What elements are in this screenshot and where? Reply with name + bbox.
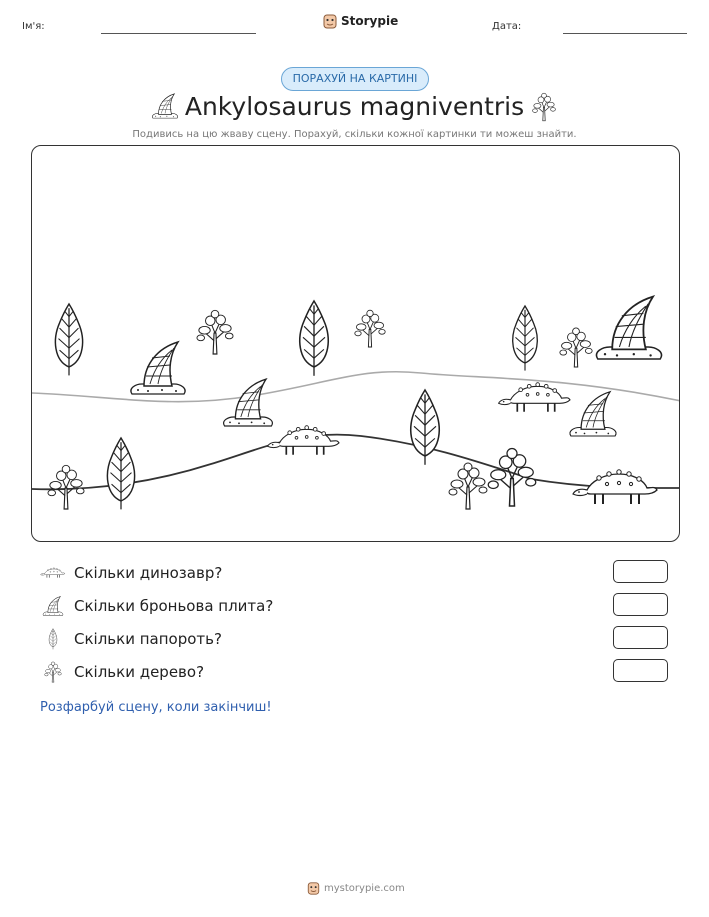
brand-logo bbox=[323, 13, 398, 29]
footer bbox=[307, 881, 405, 895]
question-fern bbox=[40, 626, 222, 652]
scene-illustration bbox=[32, 146, 680, 542]
brand-name: Storypie bbox=[341, 14, 399, 28]
question-armor-plate bbox=[40, 593, 273, 619]
answer-box-fern[interactable] bbox=[613, 626, 668, 649]
coloring-note: Розфарбуй сцену, коли закінчиш! bbox=[40, 700, 272, 715]
name-label: Ім'я: bbox=[22, 21, 45, 32]
date-line[interactable] bbox=[563, 33, 687, 34]
storypie-mascot-icon bbox=[323, 13, 337, 29]
question-text: Скільки динозавр? bbox=[74, 564, 223, 582]
answer-box-armor-plate[interactable] bbox=[613, 593, 668, 616]
question-dinosaur bbox=[40, 560, 222, 586]
count-badge: ПОРАХУЙ НА КАРТИНІ bbox=[281, 67, 429, 91]
dinosaur-icon bbox=[40, 562, 66, 584]
question-text: Скільки папороть? bbox=[74, 630, 222, 648]
question-text: Скільки дерево? bbox=[74, 663, 205, 681]
fern-icon bbox=[40, 628, 66, 650]
question-tree bbox=[40, 659, 204, 685]
date-label: Дата: bbox=[492, 21, 522, 32]
question-text: Скільки броньова плита? bbox=[74, 597, 274, 615]
footer-url[interactable]: mystorypie.com bbox=[324, 882, 405, 894]
armor-plate-icon bbox=[40, 595, 66, 617]
tree-icon bbox=[40, 661, 66, 683]
answer-box-tree[interactable] bbox=[613, 659, 668, 682]
answer-box-dinosaur[interactable] bbox=[613, 560, 668, 583]
name-line[interactable] bbox=[101, 33, 256, 34]
tree-icon bbox=[530, 92, 558, 122]
counting-scene bbox=[31, 145, 680, 542]
storypie-mascot-icon bbox=[307, 881, 320, 895]
instructions: Подивись на цю жваву сцену. Порахуй, скільки кожної картинки ти можеш знайти. bbox=[132, 129, 577, 140]
page-title: Ankylosaurus magniventris bbox=[184, 92, 525, 121]
